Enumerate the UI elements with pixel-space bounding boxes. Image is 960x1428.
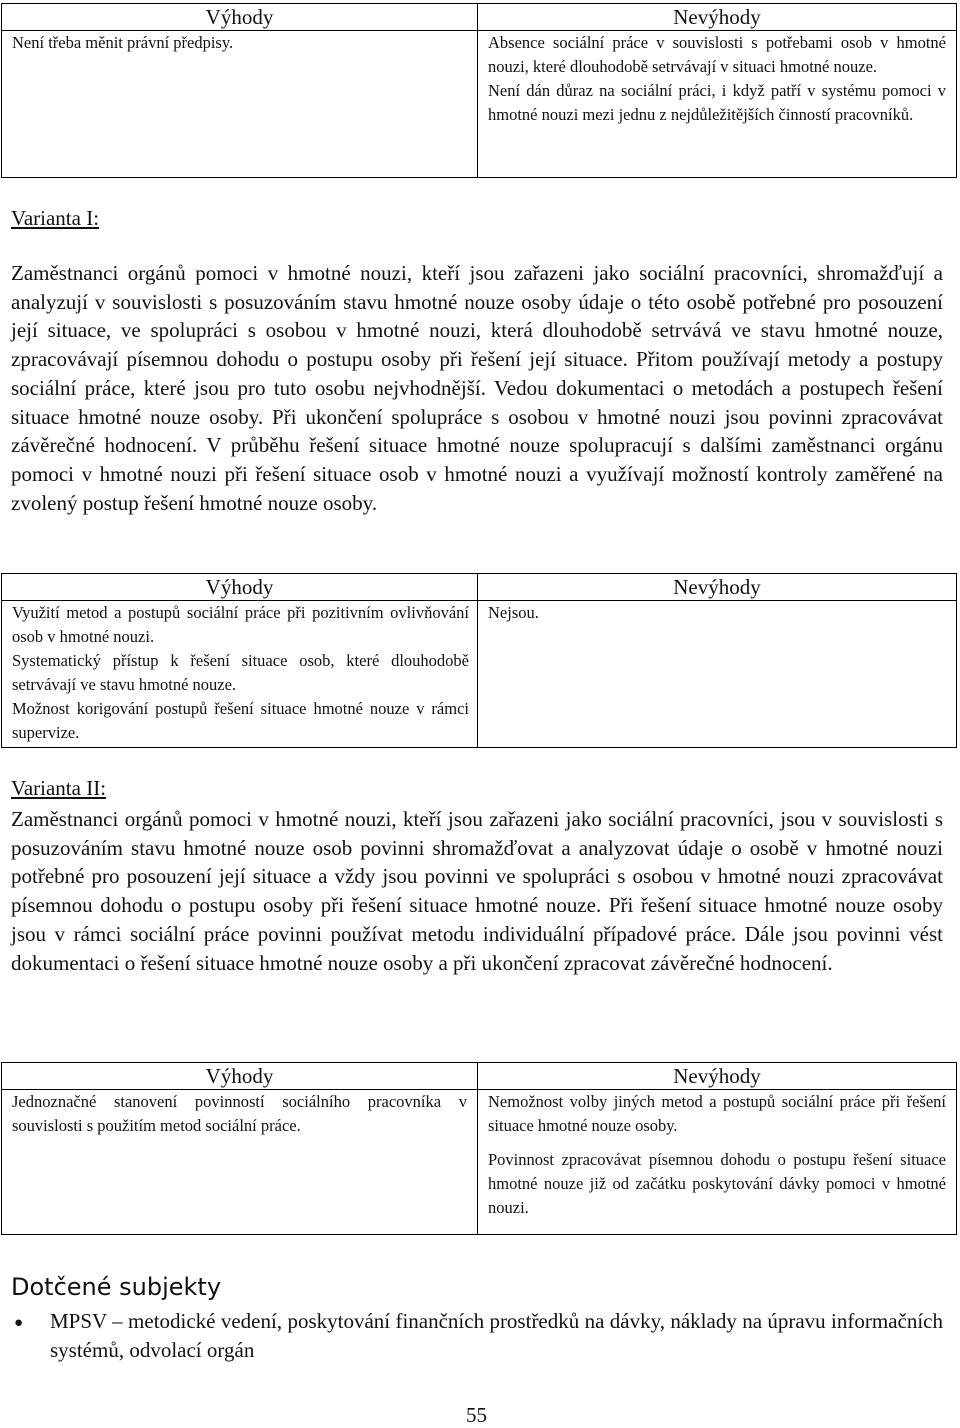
pros-cons-table-1 [1, 573, 957, 748]
pros-header: Výhody [2, 1063, 478, 1090]
pro-item: Není třeba měnit právní předpisy. [12, 33, 234, 52]
pros-header: Výhody [2, 574, 478, 601]
con-item: Absence sociální práce v souvislosti s potřebami osob v hmotné nouzi, které dlouhodobě setrvávají v situaci hmotné nouze. [488, 33, 946, 76]
variant-1-paragraph: Zaměstnanci orgánů pomoci v hmotné nouzi, kteří jsou zařazeni jako sociální pracovníci, shromažďují a analyzují v souvislosti s posuzováním stavu hmotné nouze osoby údaje o této osobě potřebné pro posouzení její situace, ve spolupráci s osobou v hmotné nouzi, která dlouhodobě setrvává ve stavu hmotné nouze, zpracovávají písemnou dohodu o postupu osoby při řešení její situace. Přitom používají metody a postupy sociální práce, které jsou pro tuto osobu nejvhodnější. Vedou dokumentaci o metodách a postupech řešení situace hmotné nouze osoby. Při ukončení spolupráce s osobou v hmotné nouzi jsou povinni zpracovávat závěrečné hodnocení. V průběhu řešení situace hmotné nouze spolupracují s dalšími zaměstnanci orgánu pomoci v hmotné nouzi při řešení situace osob v hmotné nouzi a využívají možností kontroly zaměřené na zvolený postup řešení hmotné nouze osoby. [11, 261, 943, 515]
pros-header: Výhody [2, 4, 478, 31]
variant-1-heading: Varianta I: [11, 206, 100, 230]
pro-item: Jednoznačné stanovení povinností sociálního pracovníka v souvislosti s použitím metod sociální práce. [12, 1092, 467, 1135]
variant-2-heading: Varianta II: [11, 776, 107, 800]
page-number: 55 [466, 1403, 487, 1427]
pro-item: Systematický přístup k řešení situace osob, které dlouhodobě setrvávají ve stavu hmotné nouze. [12, 651, 469, 694]
bullet-icon: ● [14, 1315, 24, 1331]
con-item: Povinnost zpracovávat písemnou dohodu o postupu řešení situace hmotné nouze již od začátku poskytování dávky pomoci v hmotné nouzi. [488, 1150, 946, 1217]
con-item: Nemožnost volby jiných metod a postupů sociální práce při řešení situace hmotné nouze osoby. [488, 1092, 946, 1135]
cons-header: Nevýhody [478, 574, 957, 601]
con-item: Není dán důraz na sociální práci, i když patří v systému pomoci v hmotné nouzi mezi jednu z nejdůležitějších činností pracovníků. [488, 81, 946, 124]
variant-2-paragraph: Zaměstnanci orgánů pomoci v hmotné nouzi, kteří jsou zařazeni jako sociální pracovníci, jsou v souvislosti s posuzováním stavu hmotné nouze osob povinni shromažďovat a analyzovat údaje o osobě v hmotné nouzi potřebné pro posouzení její situace a vždy jsou povinni ve spolupráci s osobou v hmotné nouzi zpracovávat písemnou dohodu o postupu osoby při řešení situace hmotné nouze. Při řešení situace hmotné nouze osoby jsou v rámci sociální práce povinni používat metodu individuální případové práce. Dále jsou povinni vést dokumentaci o řešení situace hmotné nouze osoby a při ukončení zpracovat závěrečné hodnocení. [11, 807, 943, 975]
subject-item: MPSV – metodické vedení, poskytování finančních prostředků na dávky, náklady na úpravu informačních systémů, odvolací orgán [50, 1309, 943, 1362]
pros-cons-table-2 [1, 1062, 957, 1235]
pros-cons-table-0 [1, 3, 957, 178]
pro-item: Využití metod a postupů sociální práce při pozitivním ovlivňování osob v hmotné nouzi. [12, 603, 469, 646]
section-heading-subjects: Dotčené subjekty [11, 1273, 222, 1301]
con-item: Nejsou. [488, 603, 539, 622]
cons-header: Nevýhody [478, 4, 957, 31]
pro-item: Možnost korigování postupů řešení situace hmotné nouze v rámci supervize. [12, 699, 469, 742]
cons-header: Nevýhody [478, 1063, 957, 1090]
